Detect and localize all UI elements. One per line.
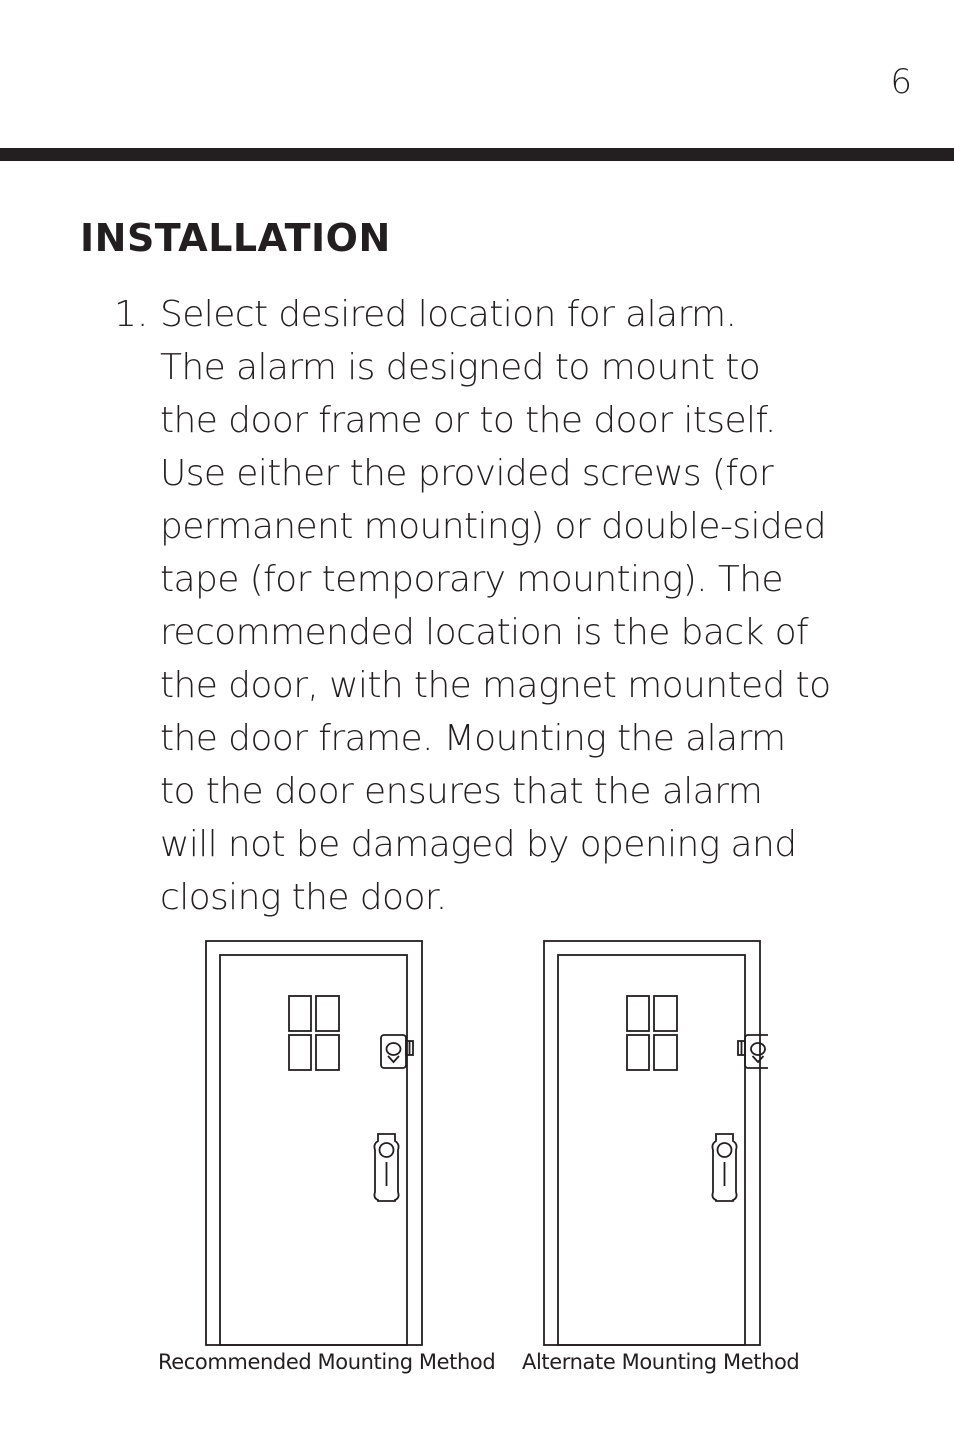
step-line: to the door ensures that the alarm: [160, 771, 763, 812]
step-line: the door, with the magnet mounted to: [160, 665, 831, 706]
door-handle-icon: [374, 1134, 398, 1201]
step-line: permanent mounting) or double-sided: [160, 506, 826, 547]
header-rule: [0, 148, 954, 161]
alternate-caption: Alternate Mounting Method: [522, 1350, 800, 1374]
alternate-mounting-figure: [538, 938, 768, 1348]
step-line: recommended location is the back of: [160, 612, 809, 653]
door-alarm-icon: [738, 1035, 768, 1068]
step-line: The alarm is designed to mount to: [160, 347, 761, 388]
step-number: 1.: [114, 294, 149, 335]
step-line: Select desired location for alarm.: [160, 294, 737, 335]
step-line: Use either the provided screws (for: [160, 453, 774, 494]
step-line: closing the door.: [160, 877, 447, 918]
step-line: the door frame. Mounting the alarm: [160, 718, 786, 759]
step-line: will not be damaged by opening and: [160, 824, 797, 865]
page-number: 6: [890, 62, 912, 102]
recommended-caption: Recommended Mounting Method: [158, 1350, 496, 1374]
recommended-mounting-figure: [200, 938, 430, 1348]
section-heading: INSTALLATION: [80, 216, 391, 260]
door-window-icon: [627, 996, 677, 1070]
step-line: tape (for temporary mounting). The: [160, 559, 783, 600]
door-window-icon: [289, 996, 339, 1070]
step-text: [160, 288, 940, 924]
door-handle-icon: [712, 1134, 736, 1201]
door-alarm-icon: [381, 1035, 413, 1068]
step-line: the door frame or to the door itself.: [160, 400, 776, 441]
